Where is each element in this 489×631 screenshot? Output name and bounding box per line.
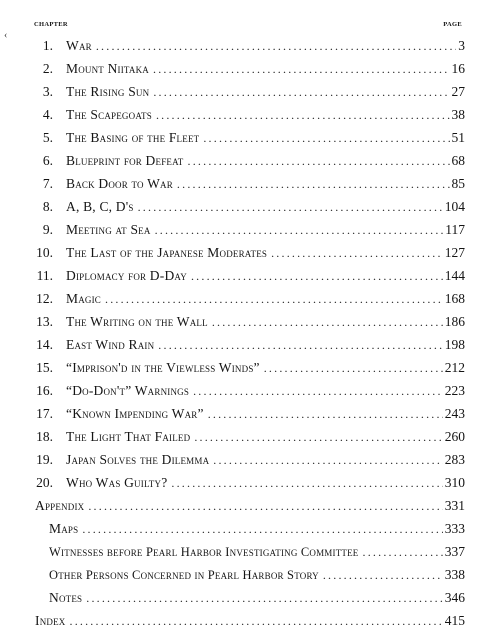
appendix-item-title: Other Persons Concerned in Pearl Harbor Story <box>49 568 319 582</box>
page-number: 283 <box>444 452 465 467</box>
appendix-item-title: Notes <box>49 590 83 605</box>
page-number: 243 <box>444 406 465 421</box>
toc-entry <box>0 220 465 240</box>
page-number: 51 <box>451 130 465 145</box>
page-number: 212 <box>444 360 465 375</box>
toc-entry <box>0 312 465 332</box>
toc-entry <box>0 36 465 56</box>
dot-leader <box>138 197 443 217</box>
toc-entry <box>0 289 465 309</box>
toc-entry <box>0 105 465 125</box>
page-number: 223 <box>444 383 465 398</box>
dot-leader <box>156 105 450 125</box>
margin-mark: ‹ <box>4 30 8 41</box>
chapter-title: The Writing on the Wall <box>66 314 208 329</box>
page-number: 27 <box>451 84 465 99</box>
chapter-title: War <box>66 38 92 53</box>
dot-leader <box>208 404 443 424</box>
chapter-title: The Basing of the Fleet <box>66 130 200 145</box>
toc-entry <box>0 335 465 355</box>
index-title: Index <box>35 613 66 628</box>
page-number: 168 <box>444 291 465 306</box>
page-number: 127 <box>444 245 465 260</box>
chapter-title: Diplomacy for D-Day <box>66 268 187 283</box>
toc-entry <box>0 82 465 102</box>
page-number: 346 <box>444 590 465 605</box>
toc-entry <box>0 151 465 171</box>
page-number: 104 <box>444 199 465 214</box>
page-number: 3 <box>458 38 465 53</box>
chapter-number: 15. <box>36 360 53 375</box>
dot-leader <box>88 496 442 516</box>
dot-leader <box>271 243 443 263</box>
dot-leader <box>105 289 443 309</box>
chapter-number: 6. <box>42 153 53 168</box>
page-number: 117 <box>445 222 465 237</box>
dot-leader <box>177 174 450 194</box>
chapter-title: Magic <box>66 291 102 306</box>
dot-leader <box>82 519 442 539</box>
dot-leader <box>363 542 443 562</box>
chapter-title: A, B, C, D's <box>66 199 134 214</box>
toc-entry <box>0 450 465 470</box>
dot-leader <box>171 473 442 493</box>
dot-leader <box>212 312 443 332</box>
dot-leader <box>70 611 443 631</box>
toc-entry <box>0 266 465 286</box>
toc-entry <box>0 427 465 447</box>
chapter-number: 13. <box>36 314 53 329</box>
page-number: 16 <box>451 61 465 76</box>
page-number: 415 <box>444 613 465 628</box>
chapter-number: 19. <box>36 452 53 467</box>
toc-entry <box>0 358 465 378</box>
dot-leader <box>213 450 442 470</box>
dot-leader <box>155 220 444 240</box>
chapter-title: “Imprison'd in the Viewless Winds” <box>66 360 260 375</box>
chapter-title: Meeting at Sea <box>66 222 151 237</box>
chapter-title: Back Door to War <box>66 176 173 191</box>
toc-entry <box>0 381 465 401</box>
toc-entry-appendix-item <box>49 588 465 608</box>
chapter-number: 1. <box>42 38 53 53</box>
page-column-header: PAGE <box>443 21 462 28</box>
page-number: 186 <box>444 314 465 329</box>
toc-entry-appendix-item <box>49 565 465 585</box>
appendix-item-title: Maps <box>49 521 79 536</box>
toc-entry <box>0 197 465 217</box>
chapter-number: 8. <box>42 199 53 214</box>
chapter-number: 12. <box>36 291 53 306</box>
chapter-title: The Rising Sun <box>66 84 150 99</box>
page-number: 331 <box>444 498 465 513</box>
chapter-column-header: CHAPTER <box>34 21 68 28</box>
chapter-number: 17. <box>36 406 53 421</box>
chapter-number: 2. <box>42 61 53 76</box>
toc-entry-appendix <box>35 496 465 516</box>
dot-leader <box>323 565 443 585</box>
toc-entry-appendix-item <box>49 542 465 562</box>
page-number: 198 <box>444 337 465 352</box>
page-number: 260 <box>444 429 465 444</box>
chapter-number: 14. <box>36 337 53 352</box>
toc-entry <box>0 243 465 263</box>
chapter-title: Blueprint for Defeat <box>66 153 184 168</box>
dot-leader <box>203 128 449 148</box>
chapter-title: Japan Solves the Dilemma <box>66 452 210 467</box>
chapter-title: East Wind Rain <box>66 337 155 352</box>
appendix-title: Appendix <box>35 498 85 513</box>
page-number: 68 <box>451 153 465 168</box>
chapter-title: Who Was Guilty? <box>66 475 168 490</box>
page-number: 333 <box>444 521 465 536</box>
dot-leader <box>158 335 442 355</box>
toc-entry <box>0 473 465 493</box>
toc-entry <box>0 404 465 424</box>
toc-entry-appendix-item <box>49 519 465 539</box>
chapter-number: 9. <box>42 222 53 237</box>
toc-entry <box>0 174 465 194</box>
page-number: 310 <box>444 475 465 490</box>
appendix-item-title: Witnesses before Pearl Harbor Investigating Committee <box>49 545 359 559</box>
chapter-title: The Scapegoats <box>66 107 152 122</box>
dot-leader <box>153 59 450 79</box>
dot-leader <box>86 588 443 608</box>
chapter-title: “Known Impending War” <box>66 406 204 421</box>
chapter-number: 18. <box>36 429 53 444</box>
chapter-title: The Light That Failed <box>66 429 191 444</box>
chapter-number: 4. <box>42 107 53 122</box>
chapter-title: The Last of the Japanese Moderates <box>66 245 268 260</box>
toc-entry <box>0 128 465 148</box>
chapter-title: Mount Niitaka <box>66 61 149 76</box>
dot-leader <box>264 358 443 378</box>
chapter-number: 16. <box>36 383 53 398</box>
page-number: 144 <box>444 268 465 283</box>
chapter-number: 3. <box>42 84 53 99</box>
dot-leader <box>96 36 456 56</box>
chapter-title: “Do-Don't” Warnings <box>66 383 190 398</box>
dot-leader <box>191 266 443 286</box>
page-number: 337 <box>444 544 465 559</box>
dot-leader <box>194 427 442 447</box>
chapter-number: 20. <box>36 475 53 490</box>
page-number: 338 <box>444 567 465 582</box>
toc-entry <box>0 59 465 79</box>
dot-leader <box>193 381 443 401</box>
chapter-number: 11. <box>36 268 53 283</box>
toc-entry-index <box>35 611 465 631</box>
dot-leader <box>153 82 449 102</box>
dot-leader <box>188 151 450 171</box>
chapter-number: 5. <box>42 130 53 145</box>
chapter-number: 7. <box>42 176 53 191</box>
page-number: 85 <box>451 176 465 191</box>
page-number: 38 <box>451 107 465 122</box>
chapter-number: 10. <box>36 245 53 260</box>
